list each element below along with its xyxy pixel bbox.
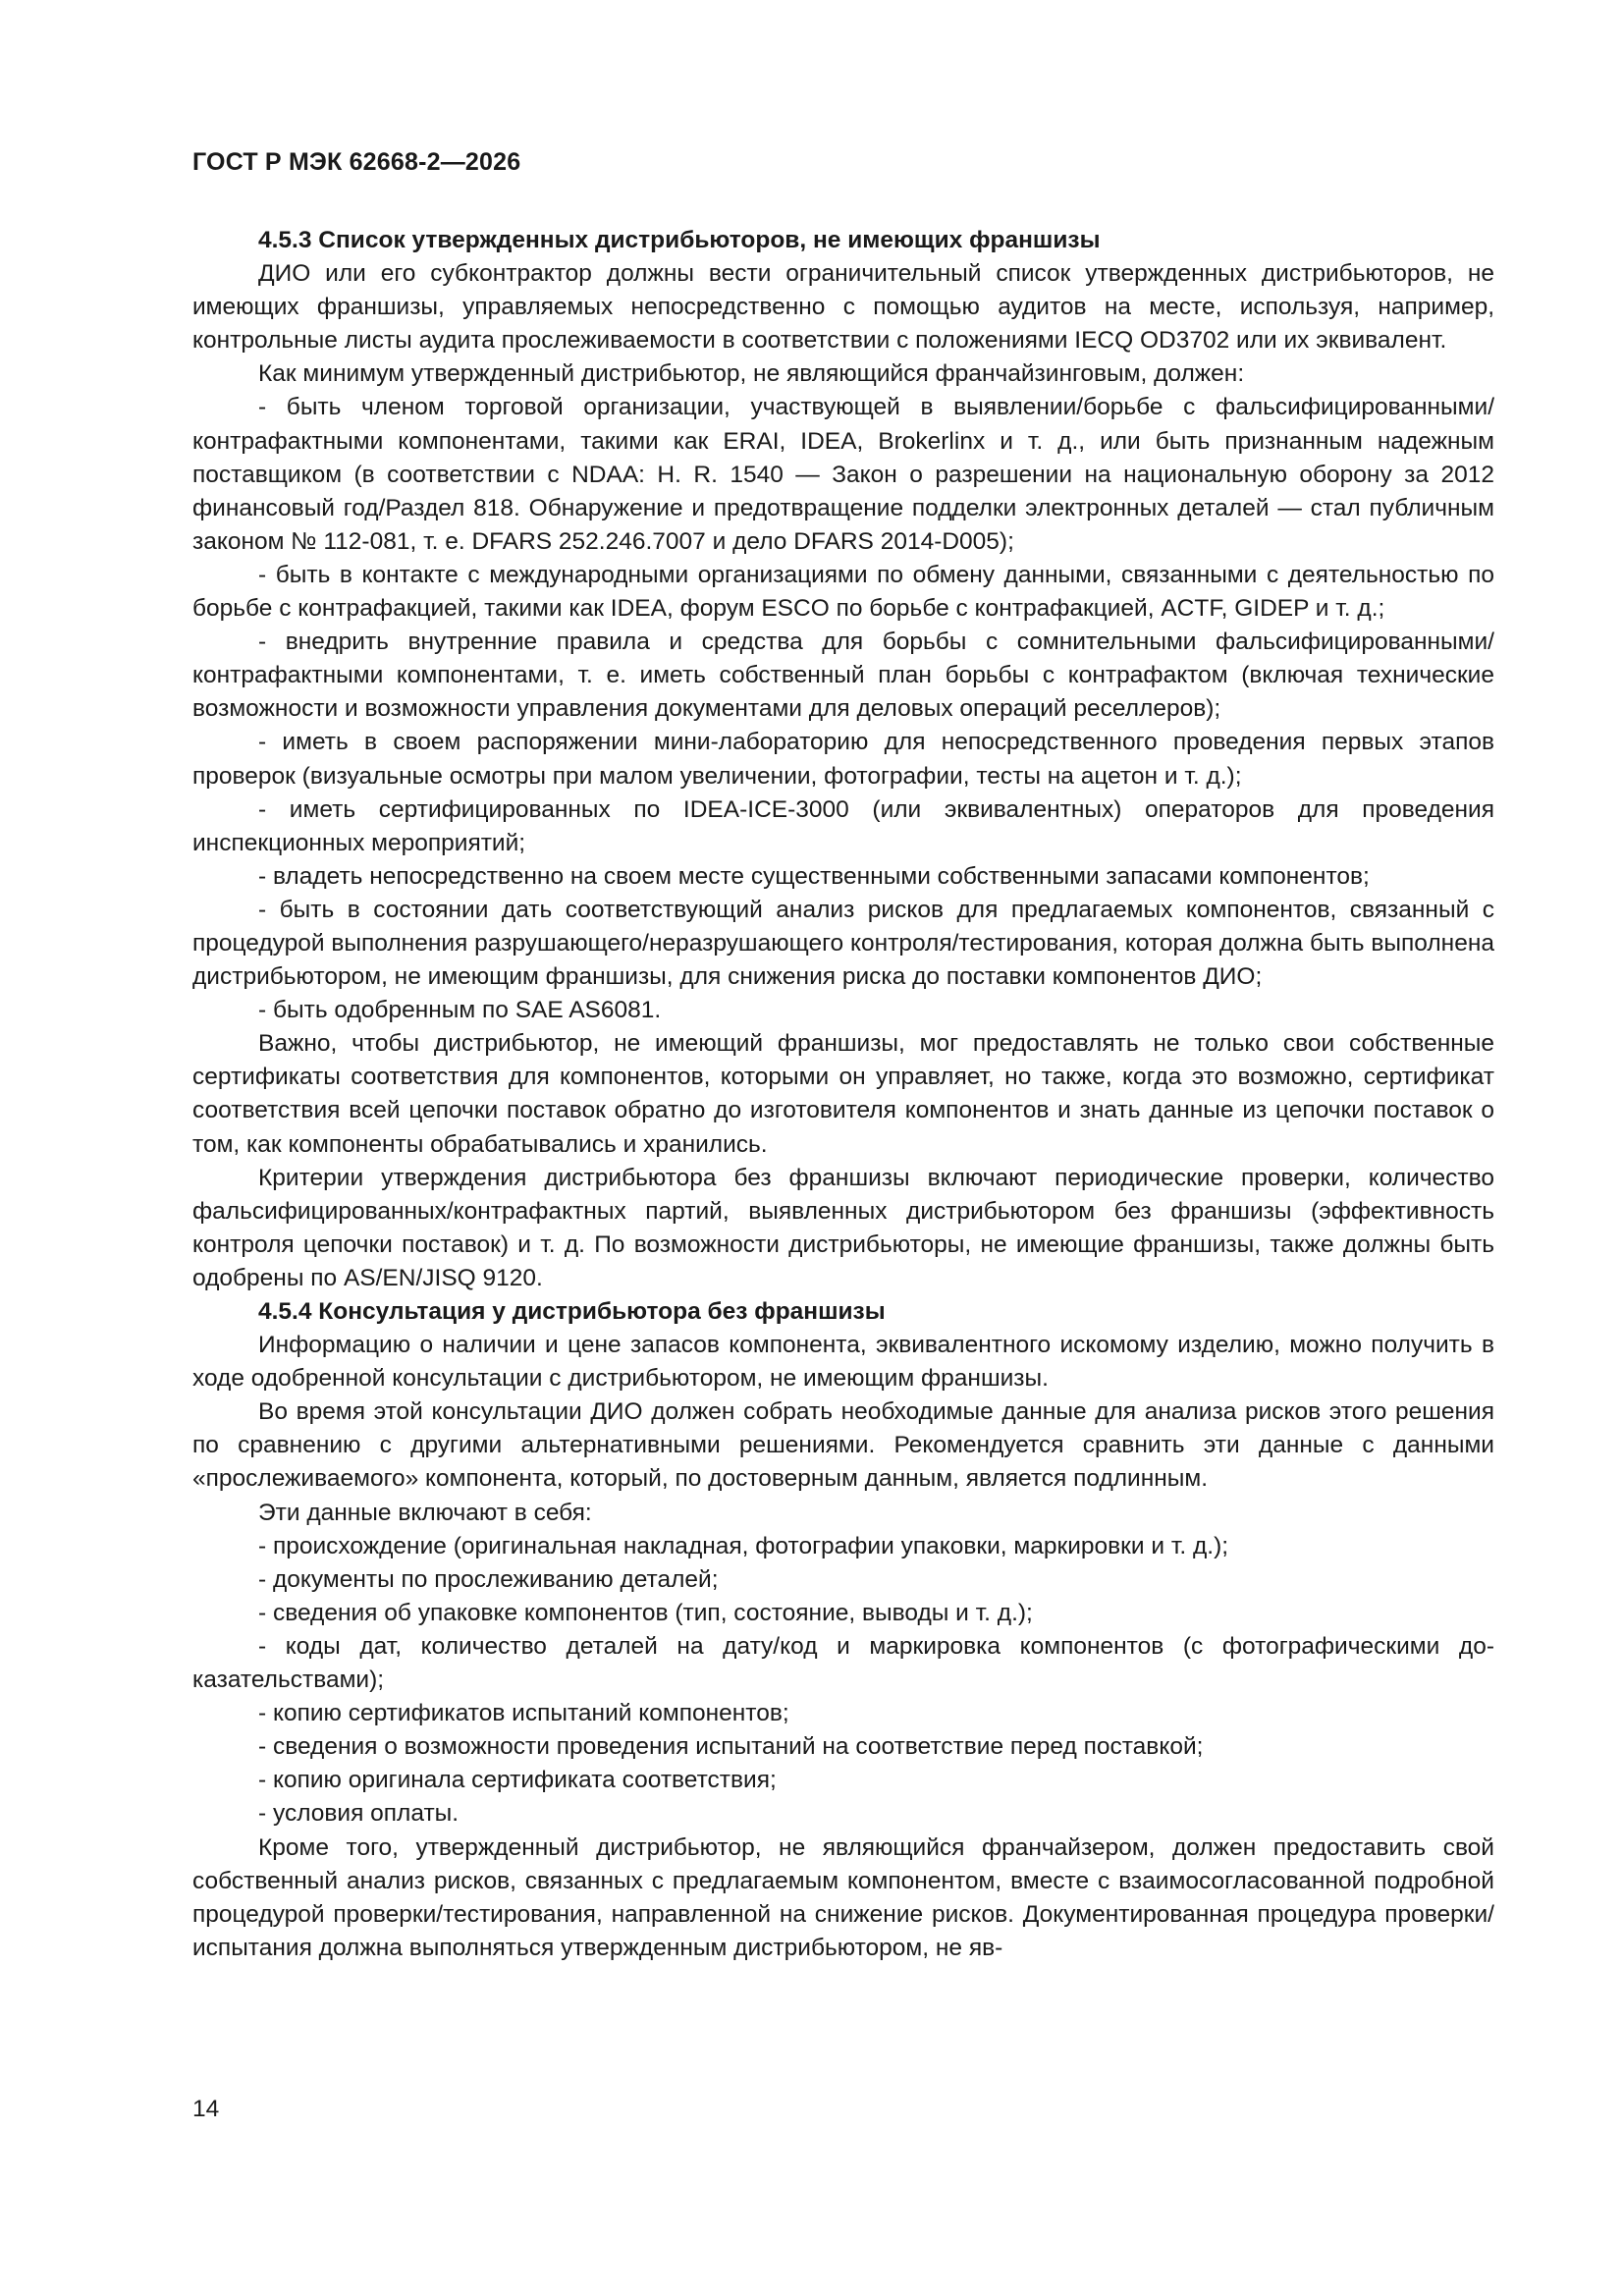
list-item: - происхождение (оригинальная накладная, фотографии упаковки, маркировки и т. д.);	[258, 1532, 1229, 1559]
list-item: - владеть непосредственно на своем месте существенными собственными запасами компонентов;	[258, 862, 1370, 890]
paragraph: Важно, чтобы дистрибьютор, не имеющий франшизы, мог предоставлять не только свои собственные сертификаты соответствия для компонентов, которыми он управляет, но также, когда это возможно, сертификат соответствия всей цепочки поставок обратно до изготовителя компонентов и знать данные из цепочки поставок о том, как компоненты обрабатывались и хранились.	[192, 1030, 1494, 1158]
list-item: - быть членом торговой организации, участвующей в выявлении/борьбе с фальсифицированными/контрафактными компонентами, такими как ERAI, IDEA, Brokerlinx и т. д., или быть признанным надежным поставщиком (в соответствии с NDAA: H. R. 1540 — Закон о разрешении на национальную оборону за 2012 финансовый год/Раздел 818. Обнаружение и предотвращение подделки электронных деталей — стал публичным законом № 112-081, т. е. DFARS 252.246.7007 и дело DFARS 2014-D005);	[192, 394, 1494, 555]
list-item: - внедрить внутренние правила и средства для борьбы с сомнительными фальсифицированными/контрафактными компонентами, т. е. иметь собственный план борьбы с контрафактом (включая технические возможности и возможности управления документами для деловых операций реселлеров);	[192, 629, 1494, 723]
list-item: - копию оригинала сертификата соответствия;	[258, 1767, 777, 1794]
paragraph: ДИО или его субконтрактор должны вести ограничительный список утвержденных дистрибьюторов, не имеющих франшизы, управляемых непосредственно с помощью аудитов на месте, используя, например, контрольные листы аудита прослеживаемости в соответствии с положениями IECQ OD3702 или их эквивалент.	[192, 260, 1494, 355]
page-number: 14	[192, 2096, 220, 2122]
list-item: - документы по прослеживанию деталей;	[258, 1565, 719, 1593]
list-item: - быть в контакте с международными организациями по обмену данными, связанными с деятельностью по борьбе с контрафакцией, такими как IDEA, форум ESCO по борьбе с контрафакцией, ACTF, GIDEP и т. д.;	[192, 561, 1494, 623]
section-heading-4-5-3: 4.5.3 Список утвержденных дистрибьюторов, не имеющих франшизы	[258, 227, 1101, 253]
paragraph: Как минимум утвержденный дистрибьютор, не являющийся франчайзинговым, должен:	[258, 360, 1245, 388]
list-item: - копию сертификатов испытаний компонентов;	[258, 1700, 789, 1727]
paragraph: Критерии утверждения дистрибьютора без франшизы включают периодические проверки, количество фальсифицированных/контрафактных партий, выявленных дистрибьютором без франшизы (эффективность контроля цепочки поставок) и т. д. По возможности дистрибьюторы, не имеющие франшизы, также должны быть одобрены по AS/EN/JISQ 9120.	[192, 1164, 1494, 1291]
paragraph: Эти данные включают в себя:	[258, 1499, 592, 1526]
list-item: - условия оплаты.	[258, 1800, 460, 1828]
list-item: - коды дат, количество деталей на дату/код и маркировка компонентов (с фотографическими доказательствами);	[192, 1632, 1494, 1694]
list-item: - сведения о возможности проведения испытаний на соответствие перед поставкой;	[258, 1733, 1204, 1761]
paragraph: Во время этой консультации ДИО должен собрать необходимые данные для анализа рисков этого решения по сравнению с другими альтернативными решениями. Рекомендуется сравнить эти данные с данными «прослеживаемого» компонента, который, по достоверным данным, является подлинным.	[192, 1398, 1494, 1493]
list-item: - иметь в своем распоряжении мини-лабораторию для непосредственного проведения первых этапов проверок (визуальные осмотры при малом увеличении, фотографии, тесты на ацетон и т. д.);	[192, 729, 1494, 790]
list-item: - иметь сертифицированных по IDEA-ICE-3000 (или эквивалентных) операторов для проведения инспекционных мероприятий;	[192, 795, 1494, 856]
paragraph: Информацию о наличии и цене запасов компонента, эквивалентного искомому изделию, можно получить в ходе одобренной консультации с дистрибьютором, не имеющим франшизы.	[192, 1332, 1494, 1393]
document-page	[192, 147, 1494, 1965]
list-item: - быть одобренным по SAE AS6081.	[258, 997, 662, 1024]
paragraph: Кроме того, утвержденный дистрибьютор, не являющийся франчайзером, должен предоставить свой собственный анализ рисков, связанных с предлагаемым компонентом, вместе с взаимосогласованной подробной процедурой проверки/тестирования, направленной на снижение рисков. Документированная процедура проверки/испытания должна выполняться утвержденным дистрибьютором, не яв-	[192, 1833, 1494, 1961]
section-heading-4-5-4: 4.5.4 Консультация у дистрибьютора без франшизы	[258, 1298, 886, 1325]
document-header: ГОСТ Р МЭК 62668-2—2026	[192, 148, 521, 176]
document-body	[192, 224, 1494, 1965]
list-item: - быть в состоянии дать соответствующий анализ рисков для предлагаемых компонентов, связанный с процедурой выполнения разрушающего/неразрушающего контроля/тестирования, которая должна быть выполнена дистрибьютором, не имеющим франшизы, для снижения риска до поставки компонентов ДИО;	[192, 896, 1494, 991]
list-item: - сведения об упаковке компонентов (тип, состояние, выводы и т. д.);	[258, 1599, 1033, 1626]
